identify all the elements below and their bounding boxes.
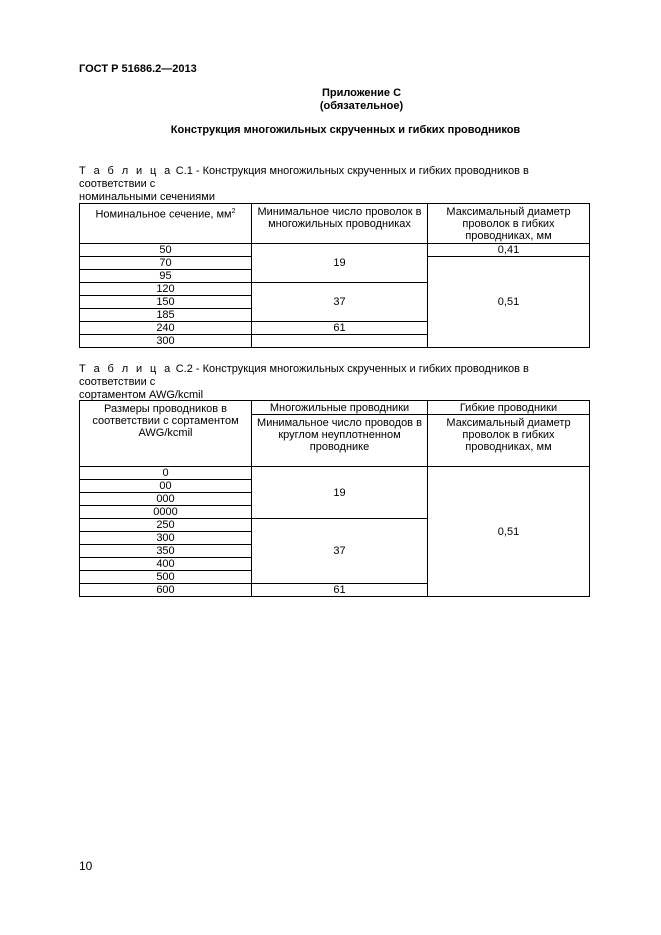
table-cell: 00 (80, 480, 252, 493)
table1 (79, 203, 590, 348)
table-cell: 0,51 (428, 467, 590, 597)
table-cell: 500 (80, 571, 252, 584)
table-cell: 61 (252, 584, 428, 597)
table-cell: 70 (80, 257, 252, 270)
table-header-row (80, 204, 590, 244)
table2-header-min-wires: Минимальное число проводов в круглом неуплотненном проводнике (252, 415, 428, 467)
header-text: Номинальное сечение, мм (95, 208, 232, 221)
table-cell: 120 (80, 283, 252, 296)
annex-heading: Конструкция многожильных скрученных и гибких проводников (170, 124, 521, 136)
page-number: 10 (79, 859, 93, 873)
table1-header-section (80, 204, 252, 244)
table-cell: 350 (80, 545, 252, 558)
table-cell: 240 (80, 322, 252, 335)
table-row (80, 467, 590, 480)
table1-header-max-diameter: Максимальный диаметр проволок в гибких проводниках, мм (428, 204, 590, 244)
table-cell: 19 (252, 467, 428, 519)
table-cell: 300 (80, 532, 252, 545)
header-superscript: 2 (231, 208, 236, 215)
table2 (79, 400, 590, 597)
table2-caption-text: - Конструкция многожильных скрученных и гибких проводников в соответствии с (79, 363, 529, 388)
table2-label: Т а б л и ц а (79, 363, 173, 375)
table-cell: 400 (80, 558, 252, 571)
table1-number: С.1 (175, 165, 193, 177)
table1-header-min-wires: Минимальное число проволок в многожильных проводниках (252, 204, 428, 244)
table-cell: 50 (80, 244, 252, 257)
table1-caption-text-2: номинальными сечениями (79, 191, 215, 203)
table-header-row (80, 401, 590, 415)
table2-header-stranded-group: Многожильные проводники (252, 401, 428, 415)
table-cell: 61 (252, 322, 428, 335)
table1-caption-text: - Конструкция многожильных скрученных и гибких проводников в соответствии с (79, 165, 529, 190)
table-cell: 19 (252, 244, 428, 283)
table-cell: 37 (252, 519, 428, 584)
table-cell: 37 (252, 283, 428, 322)
table2-header-flexible-group: Гибкие проводники (428, 401, 590, 415)
table2-caption (79, 363, 599, 402)
table-cell: 000 (80, 493, 252, 506)
table2-number: С.2 (175, 363, 193, 375)
table-cell: 0,51 (428, 257, 590, 348)
table-cell: 185 (80, 309, 252, 322)
table-cell-empty (252, 335, 428, 348)
table1-caption (79, 165, 599, 204)
annex-title: Приложение С (321, 87, 402, 99)
standard-number: ГОСТ Р 51686.2—2013 (79, 63, 197, 75)
table-cell: 150 (80, 296, 252, 309)
table-cell: 250 (80, 519, 252, 532)
table2-header-size: Размеры проводников в соответствии с сортаментом AWG/kcmil (80, 401, 252, 467)
table2-caption-text-2: сортаментом AWG/kcmil (79, 389, 204, 401)
table-cell: 95 (80, 270, 252, 283)
table2-header-max-diameter: Максимальный диаметр проволок в гибких проводниках, мм (428, 415, 590, 467)
table-cell: 0 (80, 467, 252, 480)
table-cell: 0000 (80, 506, 252, 519)
table-cell: 600 (80, 584, 252, 597)
table1-label: Т а б л и ц а (79, 165, 173, 177)
table-cell: 300 (80, 335, 252, 348)
annex-title-block (31, 87, 661, 113)
annex-status: (обязательное) (319, 100, 404, 112)
table-cell: 0,41 (428, 244, 590, 257)
table-row (80, 244, 590, 257)
